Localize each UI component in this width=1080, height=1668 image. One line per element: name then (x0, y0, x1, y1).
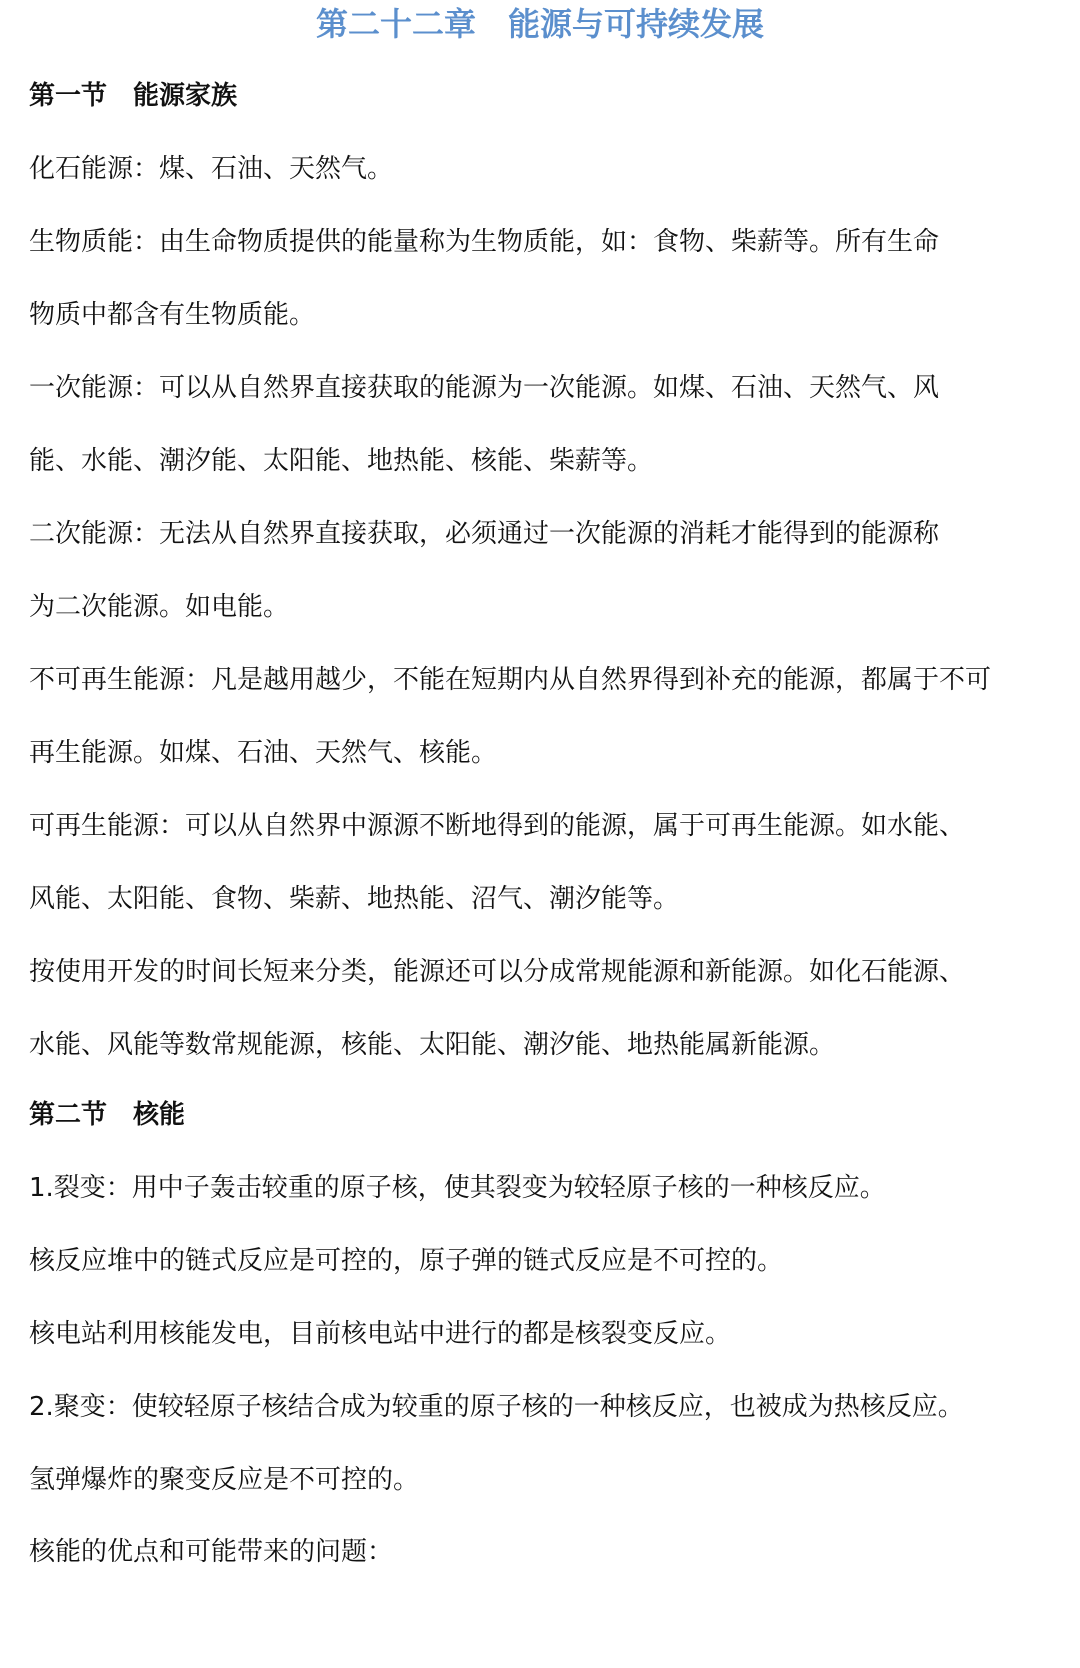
paragraph-line: 一次能源：可以从自然界直接获取的能源为一次能源。如煤、石油、天然气、风 (29, 373, 940, 403)
section-heading-nuclear-energy: 第二节 核能 (29, 1100, 186, 1130)
paragraph-line: 生物质能：由生命物质提供的能量称为生物质能，如：食物、柴薪等。所有生命 (29, 227, 940, 257)
paragraph-line: 核反应堆中的链式反应是可控的，原子弹的链式反应是不可控的。 (29, 1246, 784, 1276)
paragraph-line: 可再生能源：可以从自然界中源源不断地得到的能源，属于可再生能源。如水能、 (29, 811, 966, 841)
paragraph-line: 再生能源。如煤、石油、天然气、核能。 (29, 738, 498, 768)
paragraph-line: 能、水能、潮汐能、太阳能、地热能、核能、柴薪等。 (29, 446, 654, 476)
paragraph-line: 按使用开发的时间长短来分类，能源还可以分成常规能源和新能源。如化石能源、 (29, 957, 966, 987)
chapter-title: 第二十二章 能源与可持续发展 (315, 5, 764, 43)
paragraph-line: 水能、风能等数常规能源，核能、太阳能、潮汐能、地热能属新能源。 (29, 1030, 836, 1060)
paragraph-line: 核电站利用核能发电，目前核电站中进行的都是核裂变反应。 (29, 1319, 732, 1349)
paragraph-line: 二次能源：无法从自然界直接获取，必须通过一次能源的消耗才能得到的能源称 (29, 519, 940, 549)
paragraph-line: 1.裂变：用中子轰击较重的原子核，使其裂变为较轻原子核的一种核反应。 (29, 1173, 886, 1203)
paragraph-line: 化石能源：煤、石油、天然气。 (29, 154, 394, 184)
paragraph-line: 为二次能源。如电能。 (29, 592, 290, 622)
paragraph-line: 核能的优点和可能带来的问题： (29, 1537, 394, 1567)
paragraph-line: 物质中都含有生物质能。 (29, 300, 316, 330)
paragraph-line: 不可再生能源：凡是越用越少，不能在短期内从自然界得到补充的能源，都属于不可 (29, 665, 992, 695)
section-heading-energy-family: 第一节 能源家族 (29, 81, 238, 111)
paragraph-line: 氢弹爆炸的聚变反应是不可控的。 (29, 1465, 420, 1495)
paragraph-line: 风能、太阳能、食物、柴薪、地热能、沼气、潮汐能等。 (29, 884, 680, 914)
paragraph-line: 2.聚变：使较轻原子核结合成为较重的原子核的一种核反应，也被成为热核反应。 (29, 1392, 964, 1422)
